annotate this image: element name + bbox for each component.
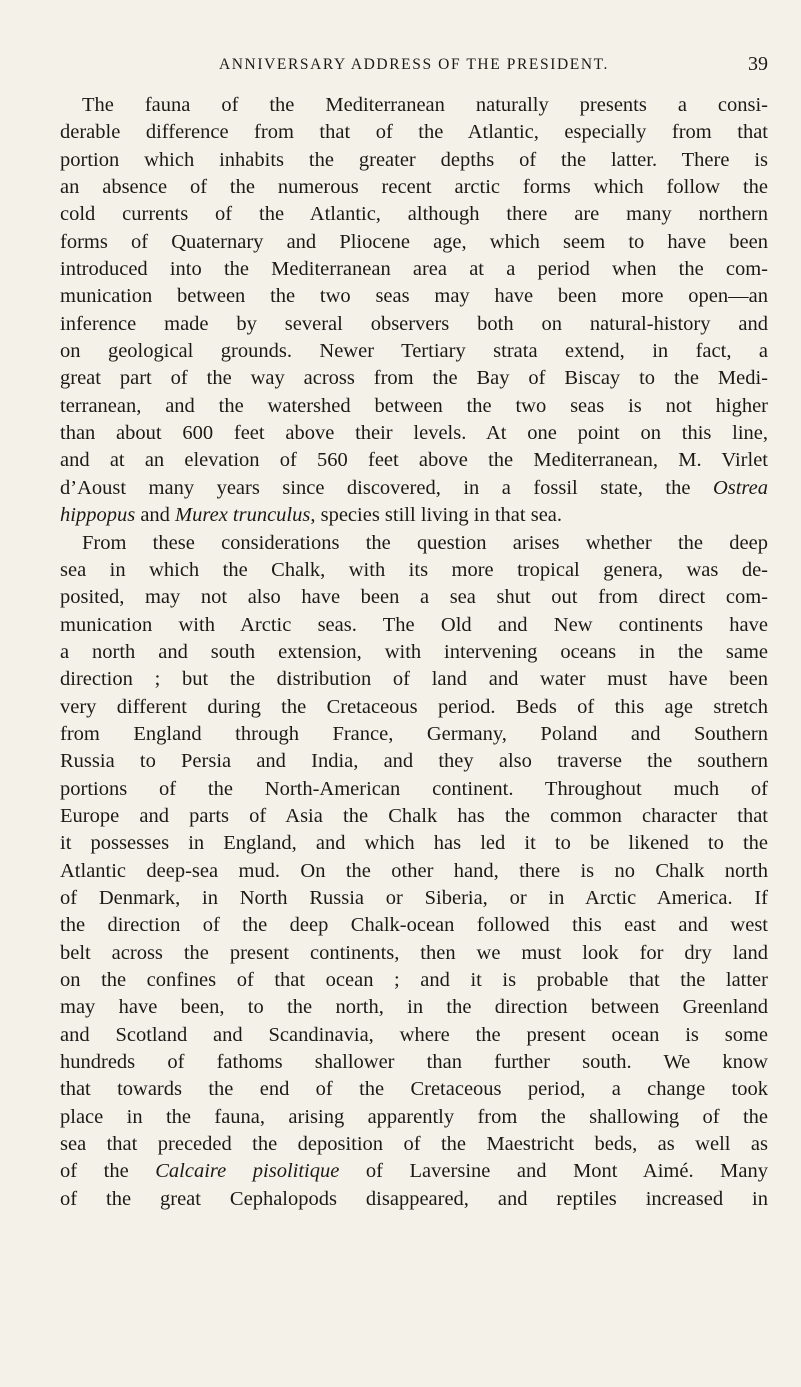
running-head-title: ANNIVERSARY ADDRESS OF THE PRESIDENT. [218,56,610,73]
text-line [60,776,768,803]
text-segment: may have been, to the north, in the direction between Greenland [60,996,768,1019]
text-line [60,311,768,338]
text-segment: on geological grounds. Newer Tertiary strata extend, in fact, a [60,340,768,363]
text-line [60,1076,768,1103]
text-line [60,393,768,420]
text-line [60,584,768,611]
text-segment: introduced into the Mediterranean area at a period when the com- [60,258,768,281]
text-line [60,365,768,392]
text-segment: from England through France, Germany, Poland and Southern [60,722,768,745]
text-segment: of the great Cephalopods disappeared, and reptiles increased in [60,1187,768,1210]
text-segment: derable difference from that of the Atlantic, especially from that [60,121,768,144]
body-text [60,92,768,1213]
text-line [60,502,768,529]
text-segment: of Denmark, in North Russia or Siberia, or in Arctic America. If [60,886,768,909]
text-line [60,1186,768,1213]
text-segment: place in the fauna, arising apparently from the shallowing of the [60,1105,768,1128]
text-segment: that towards the end of the Cretaceous period, a change took [60,1078,768,1101]
text-segment: cold currents of the Atlantic, although there are many northern [60,203,768,226]
text-segment: and [135,504,176,527]
text-segment: terranean, and the watershed between the two seas is not higher [60,394,768,417]
text-segment: From these considerations the question arises whether the deep [82,531,768,554]
italic-text: hippopus [60,504,136,527]
italic-text: Murex trunculus [175,504,311,527]
text-line [60,994,768,1021]
text-segment: munication between the two seas may have been more open—an [60,285,768,308]
text-line [60,229,768,256]
text-segment: direction ; but the distribution of land and water must have been [60,668,768,691]
text-segment: of Laversine and Mont Aimé. Many [339,1160,768,1183]
text-line [60,666,768,693]
text-segment: great part of the way across from the Bay of Biscay to the Medi- [60,367,768,390]
text-segment: sea that preceded the deposition of the Maestricht beds, as well as [60,1133,768,1156]
text-segment: it possesses in England, and which has led it to be likened to the [60,832,768,855]
text-line [60,201,768,228]
text-line [60,830,768,857]
text-segment: on the confines of that ocean ; and it is probable that the latter [60,969,768,991]
text-segment: inference made by several observers both on natural-history and [60,312,768,335]
text-segment: the direction of the deep Chalk-ocean followed this east and west [60,914,768,937]
text-line [60,694,768,721]
italic-text: Calcaire pisolitique [155,1160,340,1183]
text-line [60,1104,768,1131]
text-line [60,1049,768,1076]
text-segment: portion which inhabits the greater depths of the latter. There is [60,148,768,171]
text-line [60,447,768,474]
text-segment: and at an elevation of 560 feet above the Mediterranean, M. Virlet [60,449,768,472]
italic-text: Ostrea [712,476,768,499]
text-line [60,1022,768,1049]
text-line [60,557,768,584]
text-segment: d’Aoust many years since discovered, in a fossil state, the [60,476,713,499]
text-line [60,338,768,365]
text-segment: sea in which the Chalk, with its more tropical genera, was de- [60,558,768,581]
text-segment: belt across the present continents, then we must look for dry land [60,941,768,964]
running-head [60,53,768,80]
text-line [60,885,768,912]
text-line [60,1158,768,1185]
text-line [60,92,768,119]
text-line [60,639,768,666]
page-number: 39 [748,53,768,75]
text-segment: and Scotland and Scandinavia, where the present ocean is some [60,1023,768,1046]
text-segment: of the [60,1160,156,1183]
text-segment: than about 600 feet above their levels. At one point on this line, [60,422,768,445]
text-line [60,612,768,639]
text-segment: very different during the Cretaceous period. Beds of this age stretch [60,695,768,718]
text-line [60,174,768,201]
text-segment: Atlantic deep-sea mud. On the other hand, there is no Chalk north [60,859,768,882]
text-line [60,940,768,967]
text-line [60,283,768,310]
text-segment: , species still living in that sea. [310,504,563,527]
text-line [60,858,768,885]
text-segment: Russia to Persia and India, and they also traverse the southern [60,750,768,773]
text-line [60,721,768,748]
text-segment: forms of Quaternary and Pliocene age, which seem to have been [60,230,768,253]
text-line [60,803,768,830]
text-segment: The fauna of the Mediterranean naturally presents a consi- [82,94,768,116]
text-line [60,256,768,283]
text-segment: portions of the North-American continent. Throughout much of [60,777,768,800]
text-line [60,967,768,994]
text-segment: hundreds of fathoms shallower than further south. We know [60,1051,768,1074]
text-line [60,475,768,502]
text-line [60,1131,768,1158]
text-segment: a north and south extension, with intervening oceans in the same [60,640,768,663]
text-line [60,748,768,775]
text-line [60,147,768,174]
text-line [60,119,768,146]
text-segment: munication with Arctic seas. The Old and New continents have [60,613,768,636]
text-line [60,912,768,939]
text-segment: an absence of the numerous recent arctic forms which follow the [60,176,768,199]
text-line [60,420,768,447]
text-line [60,530,768,557]
text-segment: Europe and parts of Asia the Chalk has the common character that [60,804,768,827]
text-segment: posited, may not also have been a sea shut out from direct com- [60,586,768,609]
